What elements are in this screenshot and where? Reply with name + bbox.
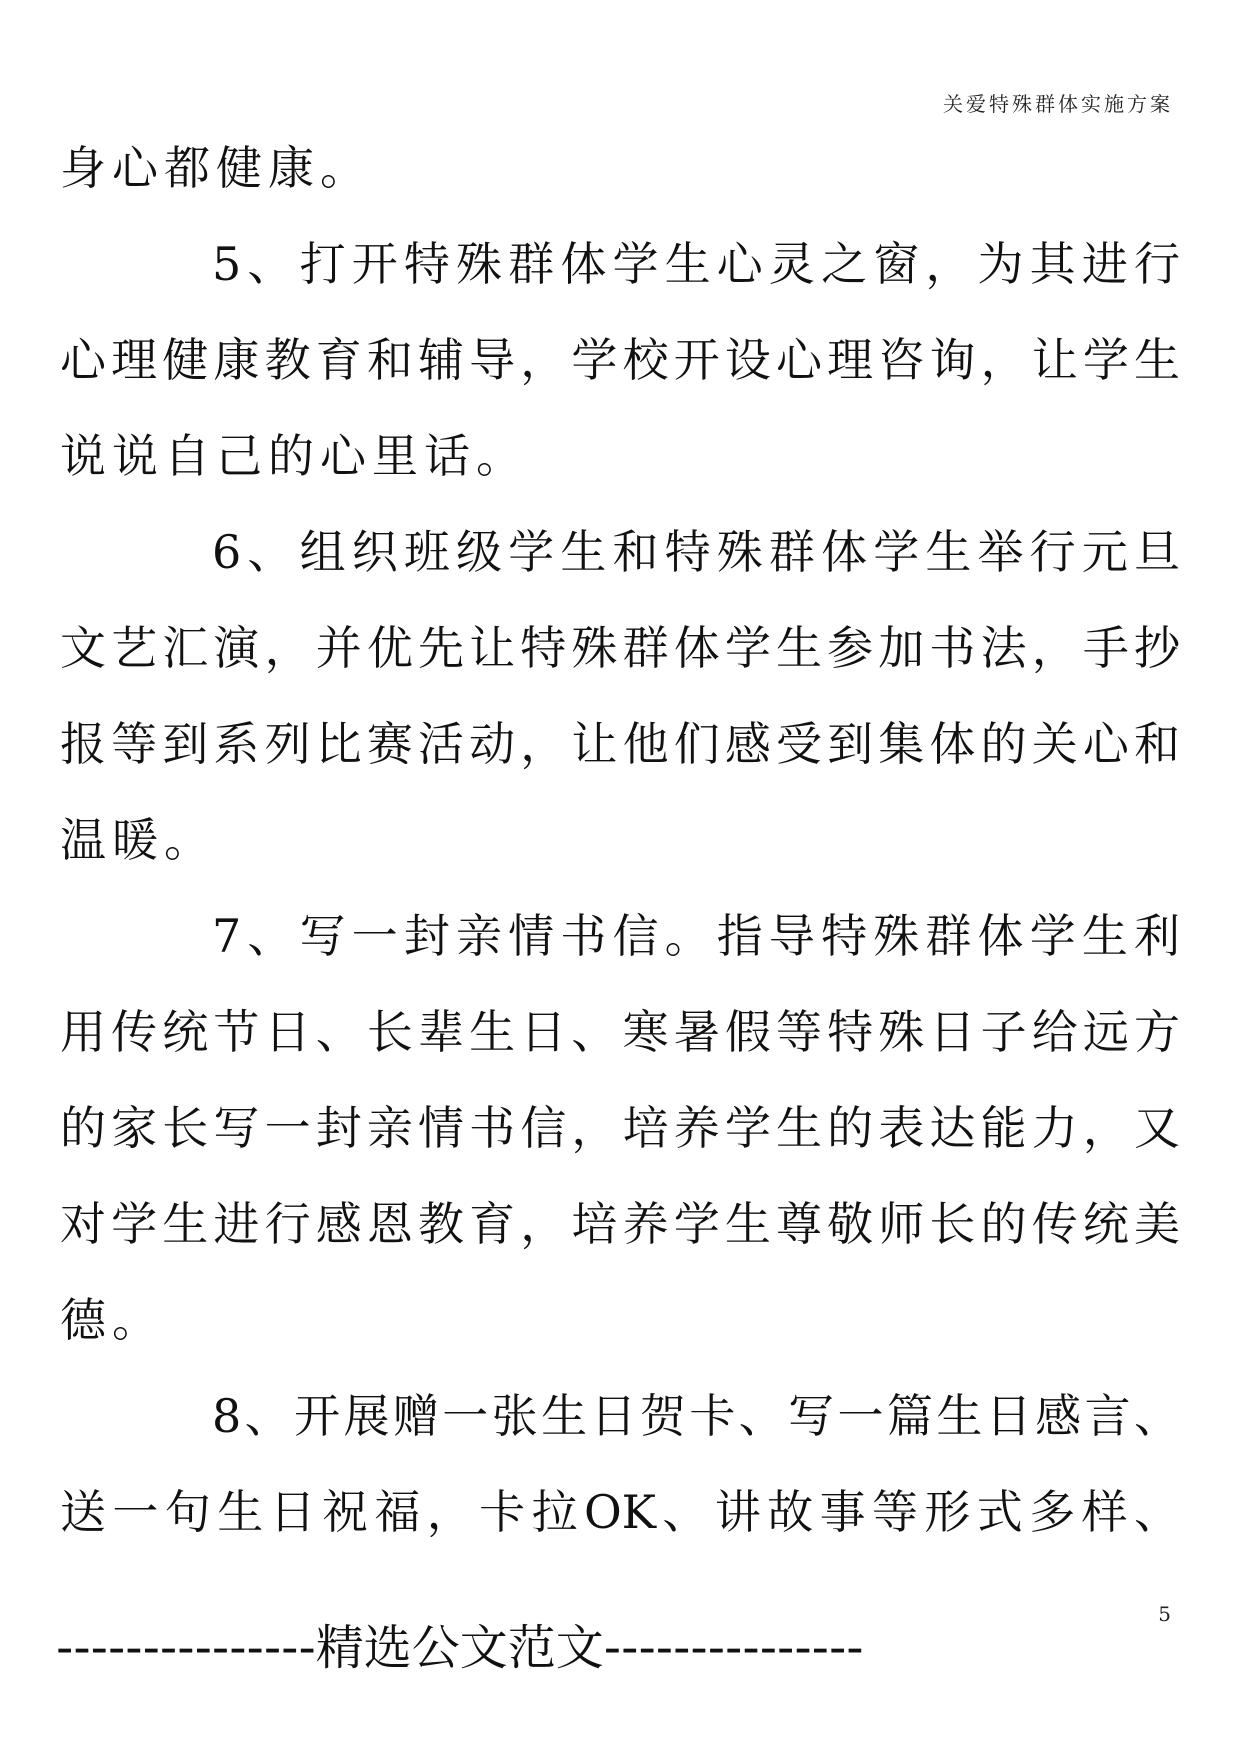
- body-line: 5、打开特殊群体学生心灵之窗，为其进行: [212, 237, 1180, 291]
- body-line: 送一句生日祝福，卡拉OK、讲故事等形式多样、: [60, 1485, 1180, 1539]
- body-line: 6、组织班级学生和特殊群体学生举行元旦: [212, 525, 1180, 579]
- body-line: 用传统节日、长辈生日、寒暑假等特殊日子给远方: [60, 1005, 1180, 1059]
- footer-banner: ---------------精选公文范文---------------: [56, 1620, 864, 1676]
- body-line: 8、开展赠一张生日贺卡、写一篇生日感言、: [212, 1389, 1180, 1443]
- body-line: 温暖。: [60, 813, 216, 867]
- body-line: 7、写一封亲情书信。指导特殊群体学生利: [212, 909, 1180, 963]
- body-line: 德。: [60, 1293, 164, 1347]
- body-line: 的家长写一封亲情书信，培养学生的表达能力，又: [60, 1101, 1180, 1155]
- running-header: 关爱特殊群体实施方案: [943, 92, 1173, 116]
- page-number: 5: [1158, 1602, 1171, 1626]
- body-line: 身心都健康。: [60, 141, 372, 195]
- body-line: 对学生进行感恩教育，培养学生尊敬师长的传统美: [60, 1197, 1180, 1251]
- body-line: 说说自己的心里话。: [60, 429, 528, 483]
- body-line: 报等到系列比赛活动，让他们感受到集体的关心和: [60, 717, 1180, 771]
- body-line: 文艺汇演，并优先让特殊群体学生参加书法，手抄: [60, 621, 1180, 675]
- document-body: [60, 120, 1180, 1560]
- body-line: 心理健康教育和辅导，学校开设心理咨询，让学生: [60, 333, 1180, 387]
